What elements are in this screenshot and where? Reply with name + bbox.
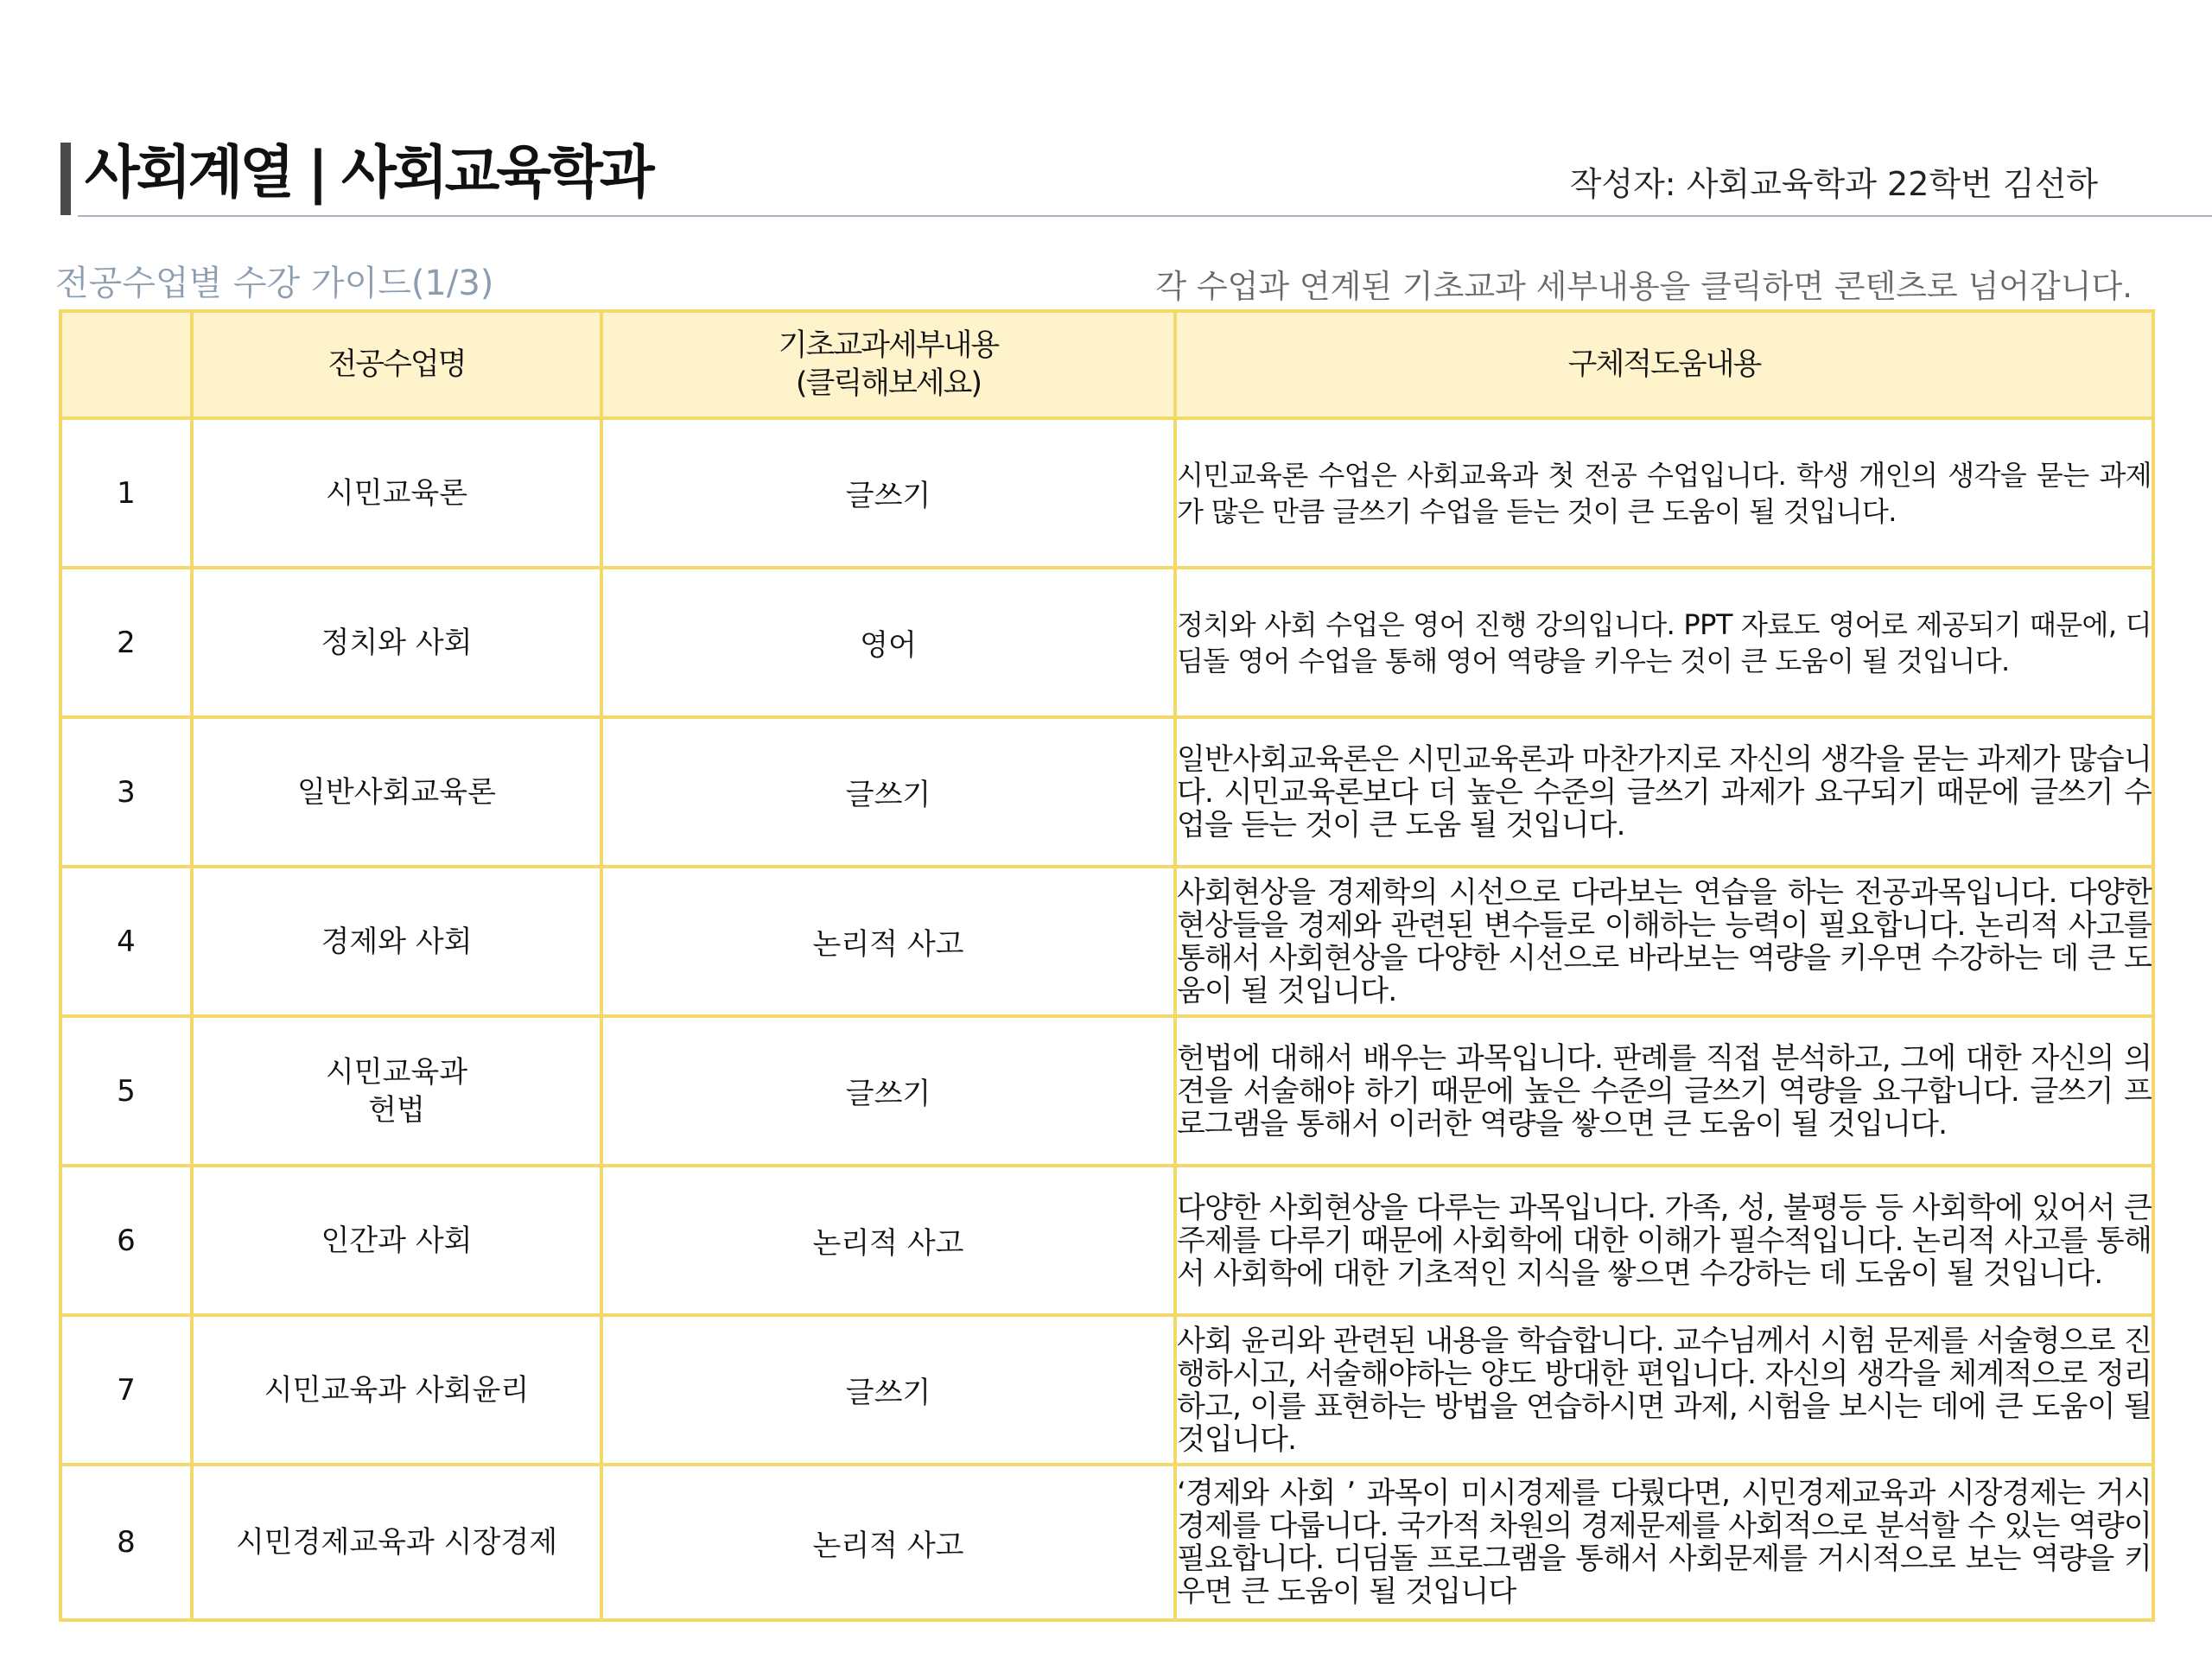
row-number: 5 bbox=[60, 1016, 192, 1166]
course-name: 시민교육론 bbox=[192, 418, 601, 568]
help-description: 사회현상을 경제학의 시선으로 다라보는 연습을 하는 전공과목입니다. 다양한 현상들을 경제와 관련된 변수들로 이해하는 능력이 필요합니다. 논리적 사고를 통해서 사회현상을 다양한 시선으로 바라보는 역량을 키우면 수강하는 데 큰 도움이 될 것입니다. bbox=[1175, 867, 2153, 1016]
guide-subtitle: 전공수업별 수강 가이드(1/3) bbox=[55, 264, 494, 303]
header-basic-subject: 기초교과세부내용 (클릭해보세요) bbox=[601, 311, 1175, 418]
table-row bbox=[60, 418, 2153, 568]
course-name: 시민경제교육과 시장경제 bbox=[192, 1465, 601, 1620]
header-course-name: 전공수업명 bbox=[192, 311, 601, 418]
table-row bbox=[60, 1166, 2153, 1315]
table-row bbox=[60, 867, 2153, 1016]
course-name: 인간과 사회 bbox=[192, 1166, 601, 1315]
course-name: 일반사회교육론 bbox=[192, 717, 601, 867]
row-number: 3 bbox=[60, 717, 192, 867]
author-label: 작성자: 사회교육학과 22학번 김선하 bbox=[1569, 165, 2098, 203]
course-name: 경제와 사회 bbox=[192, 867, 601, 1016]
table-header-row bbox=[60, 311, 2153, 418]
basic-subject-link[interactable]: 글쓰기 bbox=[601, 418, 1175, 568]
table-row bbox=[60, 568, 2153, 717]
table-row bbox=[60, 1465, 2153, 1620]
help-description: ‘경제와 사회 ’ 과목이 미시경제를 다뤘다면, 시민경제교육과 시장경제는 거시경제를 다룹니다. 국가적 차원의 경제문제를 사회적으로 분석할 수 있는 역량이 필요합니다. 디딤돌 프로그램을 통해서 사회문제를 거시적으로 보는 역량을 키우면 큰 도움이 될 것입니다 bbox=[1175, 1465, 2153, 1620]
help-description: 시민교육론 수업은 사회교육과 첫 전공 수업입니다. 학생 개인의 생각을 묻는 과제가 많은 만큼 글쓰기 수업을 듣는 것이 큰 도움이 될 것입니다. bbox=[1175, 418, 2153, 568]
table-row bbox=[60, 1315, 2153, 1465]
course-guide-table bbox=[59, 309, 2155, 1622]
basic-subject-link[interactable]: 논리적 사고 bbox=[601, 1166, 1175, 1315]
row-number: 1 bbox=[60, 418, 192, 568]
course-name: 정치와 사회 bbox=[192, 568, 601, 717]
title-accent-bar bbox=[60, 143, 71, 215]
help-description: 일반사회교육론은 시민교육론과 마찬가지로 자신의 생각을 묻는 과제가 많습니다. 시민교육론보다 더 높은 수준의 글쓰기 과제가 요구되기 때문에 글쓰기 수업을 듣는 것이 큰 도움 될 것입니다. bbox=[1175, 717, 2153, 867]
basic-subject-link[interactable]: 글쓰기 bbox=[601, 717, 1175, 867]
header-number bbox=[60, 311, 192, 418]
row-number: 6 bbox=[60, 1166, 192, 1315]
course-name: 시민교육과 헌법 bbox=[192, 1016, 601, 1166]
course-name: 시민교육과 사회윤리 bbox=[192, 1315, 601, 1465]
basic-subject-link[interactable]: 논리적 사고 bbox=[601, 867, 1175, 1016]
row-number: 8 bbox=[60, 1465, 192, 1620]
row-number: 4 bbox=[60, 867, 192, 1016]
table-row bbox=[60, 1016, 2153, 1166]
help-description: 사회 윤리와 관련된 내용을 학습합니다. 교수님께서 시험 문제를 서술형으로 진행하시고, 서술해야하는 양도 방대한 편입니다. 자신의 생각을 체계적으로 정리하고, 이를 표현하는 방법을 연습하시면 과제, 시험을 보시는 데에 큰 도움이 될 것입니다. bbox=[1175, 1315, 2153, 1465]
page-title: 사회계열 | 사회교육학과 bbox=[85, 139, 652, 206]
help-description: 헌법에 대해서 배우는 과목입니다. 판례를 직접 분석하고, 그에 대한 자신의 의견을 서술해야 하기 때문에 높은 수준의 글쓰기 역량을 요구합니다. 글쓰기 프로그램을 통해서 이러한 역량을 쌓으면 큰 도움이 될 것입니다. bbox=[1175, 1016, 2153, 1166]
basic-subject-link[interactable]: 영어 bbox=[601, 568, 1175, 717]
click-hint: 각 수업과 연계된 기초교과 세부내용을 클릭하면 콘텐츠로 넘어갑니다. bbox=[1155, 268, 2133, 305]
basic-subject-link[interactable]: 글쓰기 bbox=[601, 1016, 1175, 1166]
table-row bbox=[60, 717, 2153, 867]
row-number: 7 bbox=[60, 1315, 192, 1465]
basic-subject-link[interactable]: 글쓰기 bbox=[601, 1315, 1175, 1465]
header-help-detail: 구체적도움내용 bbox=[1175, 311, 2153, 418]
help-description: 정치와 사회 수업은 영어 진행 강의입니다. PPT 자료도 영어로 제공되기 때문에, 디딤돌 영어 수업을 통해 영어 역량을 키우는 것이 큰 도움이 될 것입니다. bbox=[1175, 568, 2153, 717]
header-divider bbox=[78, 215, 2212, 217]
row-number: 2 bbox=[60, 568, 192, 717]
basic-subject-link[interactable]: 논리적 사고 bbox=[601, 1465, 1175, 1620]
help-description: 다양한 사회현상을 다루는 과목입니다. 가족, 성, 불평등 등 사회학에 있어서 큰 주제를 다루기 때문에 사회학에 대한 이해가 필수적입니다. 논리적 사고를 통해서 사회학에 대한 기초적인 지식을 쌓으면 수강하는 데 도움이 될 것입니다. bbox=[1175, 1166, 2153, 1315]
